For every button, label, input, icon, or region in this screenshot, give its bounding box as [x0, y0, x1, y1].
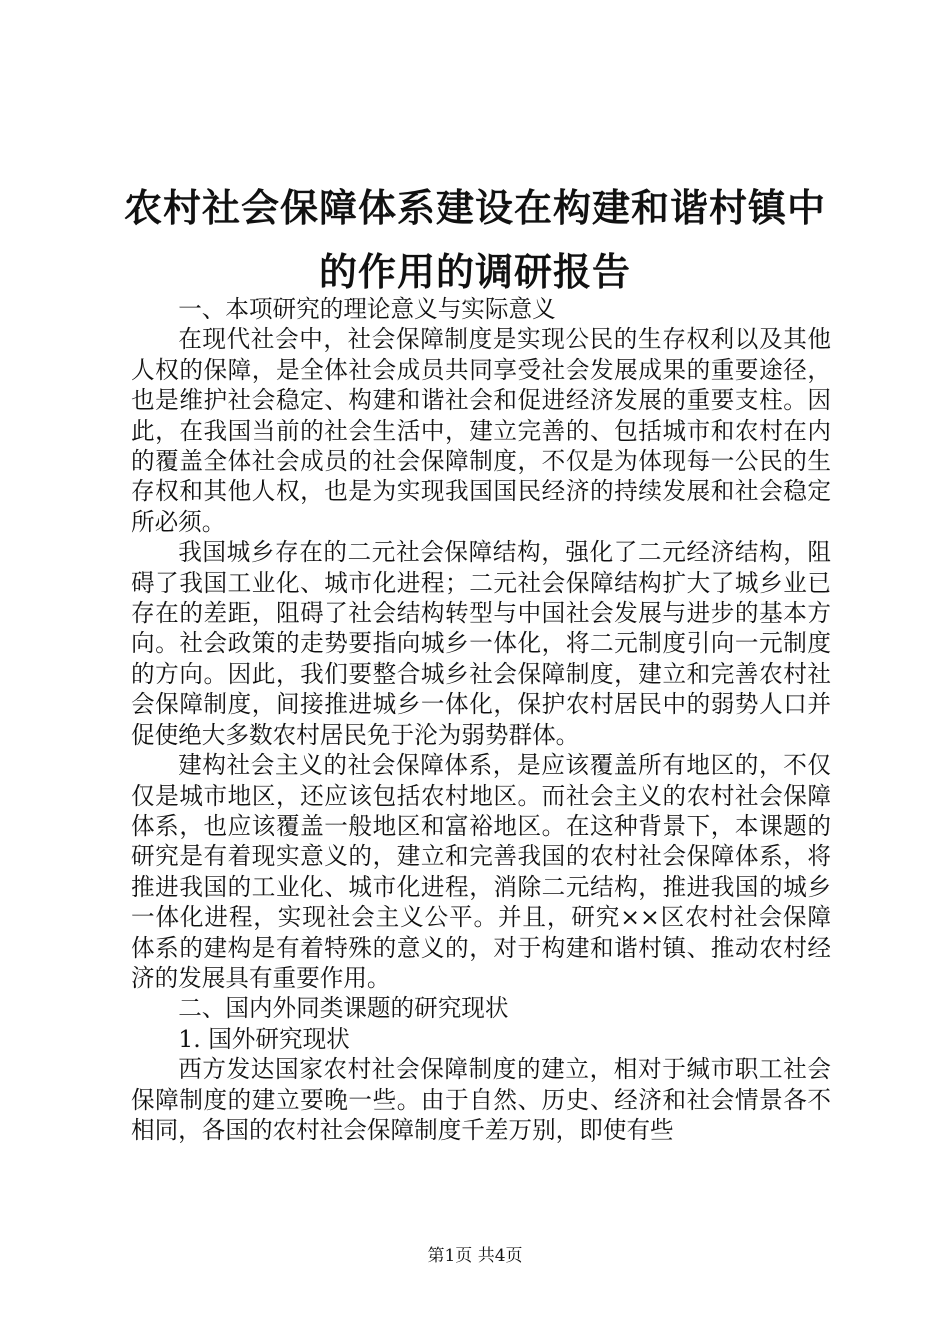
paragraph-1: 在现代社会中，社会保障制度是实现公民的生存权利以及其他人权的保障，是全体社会成员共同享受社会发展成果的重要途径，也是维护社会稳定、构建和谐社会和促进经济发展的重要支柱。因此，在我国当前的社会生活中，建立完善的、包括城市和农村在内的覆盖全体社会成员的社会保障制度，不仅是为体现每一公民的生存权和其他人权，也是为实现我国国民经济的持续发展和社会稳定所必须。: [131, 325, 831, 536]
document-title: 农村社会保障体系建设在构建和谐村镇中的作用的调研报告: [123, 185, 826, 294]
subsection-heading-1: 1. 国外研究现状: [178, 1024, 350, 1053]
paragraph-2: 我国城乡存在的二元社会保障结构，强化了二元经济结构，阻碍了我国工业化、城市化进程；二元社会保障结构扩大了城乡业已存在的差距，阻碍了社会结构转型与中国社会发展与进步的基本方向。社会政策的走势要指向城乡一体化，将二元制度引向一元制度的方向。因此，我们要整合城乡社会保障制度，建立和完善农村社会保障制度，间接推进城乡一体化，保护农村居民中的弱势人口并促使绝大多数农村居民免于沦为弱势群体。: [131, 538, 831, 749]
page-footer: 第1页 共4页: [427, 1246, 523, 1266]
section-heading-1: 一、本项研究的理论意义与实际意义: [178, 295, 556, 323]
paragraph-4: 西方发达国家农村社会保障制度的建立，相对于缄市职工社会保障制度的建立要晚一些。由于自然、历史、经济和社会情景各不相同，各国的农村社会保障制度千差万别，即使有些: [131, 1055, 831, 1144]
paragraph-3: 建构社会主义的社会保障体系，是应该覆盖所有地区的，不仅仅是城市地区，还应该包括农村地区。而社会主义的农村社会保障体系，也应该覆盖一般地区和富裕地区。在这种背景下，本课题的研究是有着现实意义的，建立和完善我国的农村社会保障体系，将推进我国的工业化、城市化进程，消除二元结构，推进我国的城乡一体化进程，实现社会主义公平。并且，研究××区农村社会保障体系的建构是有着特殊的意义的，对于构建和谐村镇、推动农村经济的发展具有重要作用。: [131, 751, 831, 992]
section-heading-2: 二、国内外同类课题的研究现状: [178, 994, 509, 1023]
document-body: [131, 294, 831, 1145]
